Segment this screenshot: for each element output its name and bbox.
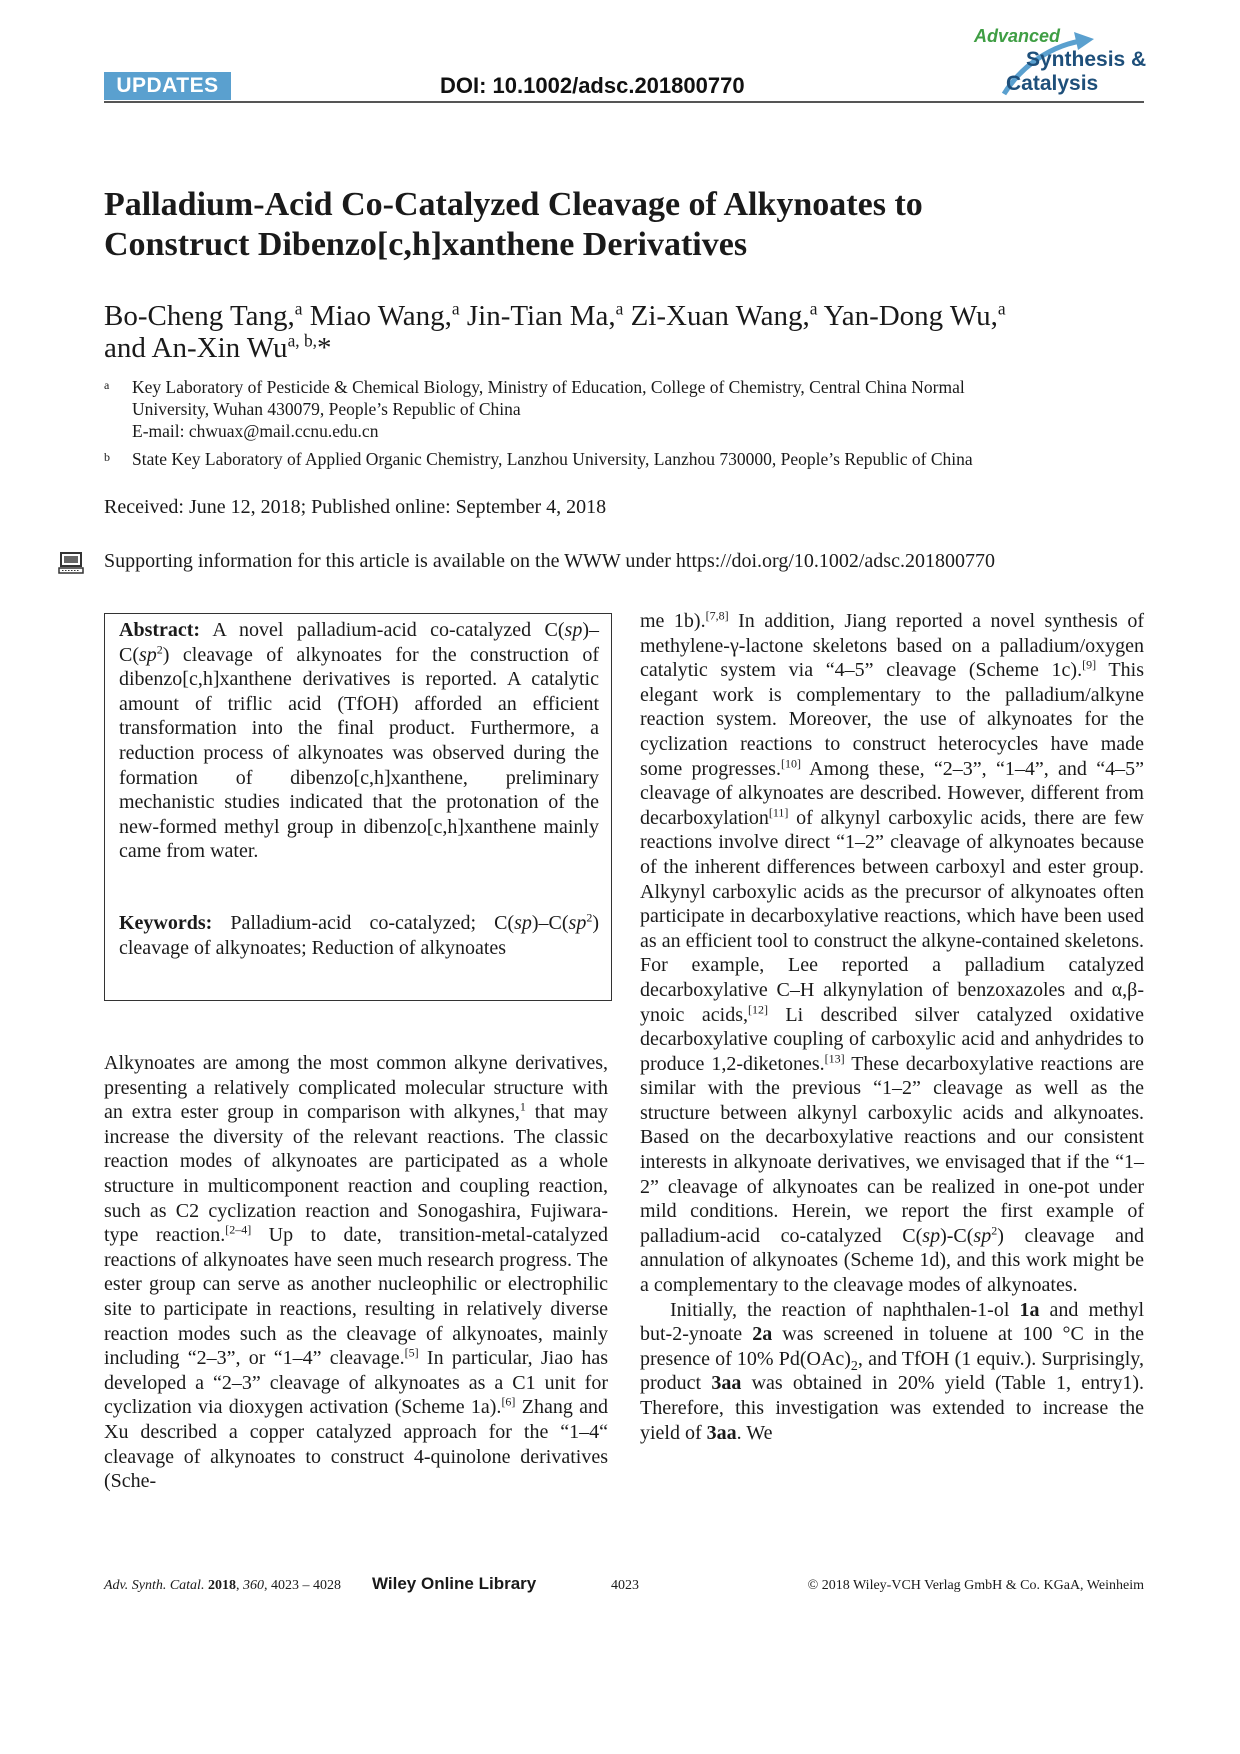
affiliation-email[interactable]: E-mail: chwuax@mail.ccnu.edu.cn	[132, 421, 379, 441]
logo-line-synthesis: Synthesis &	[1026, 48, 1147, 71]
received-dates: Received: June 12, 2018; Published online: September 4, 2018	[104, 496, 607, 518]
supporting-info-note: Supporting information for this article is available on the WWW under https://doi.org/10.1002/adsc.201800770	[104, 550, 995, 572]
logo-line-catalysis: Catalysis	[1006, 72, 1099, 95]
abstract-label: Abstract:	[119, 619, 201, 641]
page-footer	[104, 1576, 1144, 1596]
abstract-paragraph	[119, 618, 599, 864]
affiliation-marker: b	[104, 450, 110, 464]
affiliation-b	[104, 448, 1144, 470]
logo-line-advanced: Advanced	[974, 26, 1061, 46]
affiliation-a	[104, 376, 1144, 442]
author-list: Bo-Cheng Tang,$^a$ Miao Wang,$^a$ Jin-Tian Ma,$^a$ Zi-Xuan Wang,$^a$ Yan-Dong Wu,$^a$ and An-Xin $Wu^{a, b,}*$	[104, 298, 1006, 364]
journal-logo	[970, 20, 1150, 98]
journal-reference: Adv. Synth. Catal. 2018, 360, 4023 – 4028	[104, 1578, 341, 1593]
title-line-2: Construct Dibenzo[c,h]xanthene Derivatives	[104, 226, 748, 263]
abstract-box	[104, 613, 612, 1001]
copyright-notice: © 2018 Wiley-VCH Verlag GmbH & Co. KGaA, Weinheim	[807, 1578, 1144, 1593]
keywords-paragraph	[119, 911, 599, 960]
header-rule	[104, 101, 1144, 103]
keywords-label: Keywords:	[119, 912, 213, 934]
title-line-1: Palladium-Acid Co-Catalyzed Cleavage of Alkynoates to	[104, 186, 923, 223]
body-paragraph: me 1b).[7,8] In addition, Jiang reported a novel synthesis of methylene-γ-lactone skeletons based on a palladium/oxygen catalytic system via “4–5” cleavage (Scheme 1c).[9] This elegant work is complementary to the palladium/alkyne reaction system. Moreover, the use of alkynoates for the cyclization reactions to construct heterocycles have made some progresses.[10] Among these, “2–3”, “1–4”, and “4–5” cleavage of alkynoates are described. However, different from decarboxylation[11] of alkynyl carboxylic acids, there are few reactions involve direct “1–2” cleavage of alkynoates because of the inherent differences between carboxyl and ester group. Alkynyl carboxylic acids as the precursor of alkynoates often participate in decarboxylative reactions, which have been used as an efficient tool to construct the alkyne-contained skeletons. For example, Lee reported a palladium catalyzed decarboxylative C–H alkynylation of benzoxazoles and α,β-ynoic acids,[12] Li described silver catalyzed oxidative decarboxylative coupling of carboxylic acid and anhydrides to produce 1,2-diketones.[13] These decarboxylative reactions are similar with the previous “1–2” cleavage as well as the structure between alkynyl carboxylic acids and alkynoates. Based on the decarboxylative reactions and our consistent interests in alkynoate derivatives, we envisaged that if the “1–2” cleavage of alkynoates can be realized in one-pot under mild conditions. Herein, we report the first example of palladium-acid co-catalyzed $C(sp)-C(sp^2)$ cleavage and annulation of alkynoates (Scheme 1d), and this work might be a complementary to the cleavage modes of alkynoates.	[640, 608, 1145, 1297]
body-column-right	[640, 609, 1144, 1445]
body-paragraph: Initially, the reaction of naphthalen-1-ol 1a and methyl but-2-ynoate 2a was screened in toluene at 100 °C in the presence of 10% $Pd(OAc)_2$, and TfOH (1 equiv.). Surprisingly, product 3aa was obtained in 20% yield (Table 1, entry1). Therefore, this investigation was extended to increase the yield of 3aa. We	[640, 1298, 1144, 1444]
keywords-text: Palladium-acid co-catalyzed; $C(sp)-C(sp^2)$ cleavage of alkynoates; Reduction of alkynoates	[119, 910, 600, 959]
affiliation-line: State Key Laboratory of Applied Organic Chemistry, Lanzhou University, Lanzhou 730000, People’s Republic of China	[132, 449, 973, 469]
page-number: 4023	[611, 1578, 639, 1593]
computer-monitor-icon	[58, 552, 84, 579]
doi-link[interactable]: DOI: 10.1002/adsc.201800770	[440, 73, 745, 98]
section-label-badge: UPDATES	[104, 72, 231, 100]
abstract-text: A novel palladium-acid co-catalyzed $C(sp)-C(sp^2)$ cleavage of alkynoates for the construction of dibenzo[c,h]xanthene derivatives is reported. A catalytic amount of triflic acid (TfOH) afforded an efficient transformation into the final product. Furthermore, a reduction process of alkynoates was observed during the formation of dibenzo[c,h]xanthene, preliminary mechanistic studies indicated that the protonation of the new-formed methyl group in dibenzo[c,h]xanthene mainly came from water.	[119, 619, 599, 863]
affiliation-marker: a	[104, 378, 110, 392]
body-column-left	[104, 1051, 608, 1494]
article-title	[104, 185, 1144, 265]
affiliation-line: University, Wuhan 430079, People’s Republic of China	[132, 399, 521, 419]
body-paragraph: Alkynoates are among the most common alkyne derivatives, presenting a relatively complicated molecular structure with an extra ester group in comparison with alkynes,$^1$ that may increase the diversity of the relevant reactions. The classic reaction modes of alkynoates are participated as a whole structure in multicomponent reaction and coupling reaction, such as C2 cyclization reaction and Sonogashira, Fujiwara-type reaction.[2–4] Up to date, transition-metal-catalyzed reactions of alkynoates have seen much research progress. The ester group can serve as another nucleophilic or electrophilic site to participate in reactions, resulting in relatively diverse reaction modes such as the cleavage of alkynoates, mainly including “2–3”, or “1–4” cleavage.[5] In particular, Jiao has developed a “2–3” cleavage of alkynoates as a C1 unit for cyclization via dioxygen activation (Scheme 1a).[6] Zhang and Xu described a copper catalyzed approach for the “1–4“ cleavage of alkynoates to construct 4-quinolone derivatives (Sche-	[104, 1052, 609, 1493]
affiliation-line: Key Laboratory of Pesticide & Chemical Biology, Ministry of Education, College of Chemistry, Central China Normal	[132, 377, 965, 397]
wiley-online-library-link[interactable]: Wiley Online Library	[372, 1574, 537, 1593]
